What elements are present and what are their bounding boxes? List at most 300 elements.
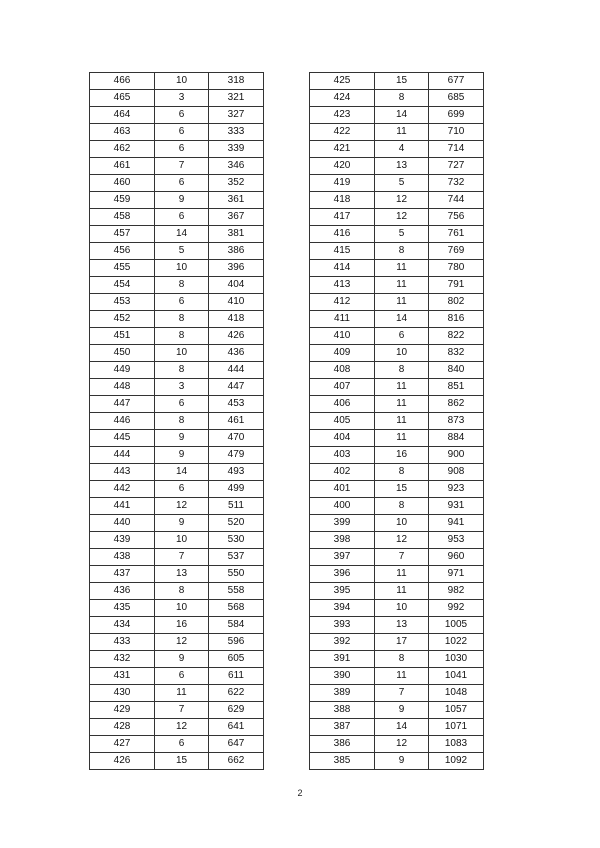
score-cell: 435 [90,600,155,617]
cumulative-cell: 761 [429,226,484,243]
table-row [90,158,264,175]
count-cell: 12 [155,498,209,515]
score-cell: 433 [90,634,155,651]
cumulative-cell: 410 [209,294,264,311]
score-cell: 409 [310,345,375,362]
score-cell: 453 [90,294,155,311]
count-cell: 6 [155,124,209,141]
table-row [310,141,484,158]
score-cell: 395 [310,583,375,600]
count-cell: 9 [155,447,209,464]
count-cell: 11 [375,396,429,413]
count-cell: 8 [375,362,429,379]
table-row [90,277,264,294]
score-cell: 410 [310,328,375,345]
count-cell: 4 [375,141,429,158]
score-cell: 463 [90,124,155,141]
table-row [90,379,264,396]
cumulative-cell: 727 [429,158,484,175]
count-cell: 11 [375,260,429,277]
score-cell: 429 [90,702,155,719]
table-row [310,515,484,532]
score-cell: 386 [310,736,375,753]
table-row [90,107,264,124]
table-row [310,549,484,566]
score-cell: 450 [90,345,155,362]
cumulative-cell: 732 [429,175,484,192]
cumulative-cell: 499 [209,481,264,498]
table-row [310,430,484,447]
score-cell: 461 [90,158,155,175]
table-row [310,379,484,396]
count-cell: 10 [155,73,209,90]
count-cell: 8 [375,243,429,260]
score-cell: 442 [90,481,155,498]
cumulative-cell: 629 [209,702,264,719]
cumulative-cell: 802 [429,294,484,311]
cumulative-cell: 386 [209,243,264,260]
table-row [310,668,484,685]
table-row [310,90,484,107]
count-cell: 5 [375,175,429,192]
score-cell: 415 [310,243,375,260]
count-cell: 8 [155,413,209,430]
cumulative-cell: 923 [429,481,484,498]
count-cell: 6 [155,736,209,753]
score-cell: 385 [310,753,375,770]
table-row [90,753,264,770]
score-cell: 437 [90,566,155,583]
table-row [310,158,484,175]
table-row [310,124,484,141]
cumulative-cell: 662 [209,753,264,770]
score-cell: 412 [310,294,375,311]
count-cell: 14 [375,719,429,736]
count-cell: 6 [155,209,209,226]
cumulative-cell: 327 [209,107,264,124]
cumulative-cell: 992 [429,600,484,617]
table-row [90,464,264,481]
cumulative-cell: 611 [209,668,264,685]
score-cell: 436 [90,583,155,600]
cumulative-cell: 685 [429,90,484,107]
score-cell: 426 [90,753,155,770]
score-cell: 417 [310,209,375,226]
count-cell: 5 [155,243,209,260]
count-cell: 13 [375,158,429,175]
cumulative-cell: 444 [209,362,264,379]
score-cell: 401 [310,481,375,498]
table-row [90,362,264,379]
table-row [310,107,484,124]
count-cell: 9 [375,753,429,770]
table-row [90,226,264,243]
score-cell: 465 [90,90,155,107]
cumulative-cell: 1030 [429,651,484,668]
table-row [310,617,484,634]
table-row [90,430,264,447]
count-cell: 8 [155,328,209,345]
score-cell: 428 [90,719,155,736]
score-cell: 420 [310,158,375,175]
score-cell: 460 [90,175,155,192]
cumulative-cell: 1048 [429,685,484,702]
cumulative-cell: 832 [429,345,484,362]
cumulative-cell: 418 [209,311,264,328]
count-cell: 8 [375,90,429,107]
cumulative-cell: 710 [429,124,484,141]
score-cell: 457 [90,226,155,243]
table-row [310,634,484,651]
score-cell: 419 [310,175,375,192]
score-cell: 396 [310,566,375,583]
count-cell: 6 [155,141,209,158]
table-row [90,413,264,430]
count-cell: 3 [155,90,209,107]
count-cell: 14 [155,464,209,481]
count-cell: 12 [375,209,429,226]
score-cell: 446 [90,413,155,430]
count-cell: 7 [155,702,209,719]
cumulative-cell: 1071 [429,719,484,736]
table-row [90,566,264,583]
score-cell: 425 [310,73,375,90]
count-cell: 7 [155,549,209,566]
count-cell: 6 [155,107,209,124]
table-row [90,515,264,532]
table-row [90,634,264,651]
cumulative-cell: 699 [429,107,484,124]
table-row [90,73,264,90]
count-cell: 10 [375,515,429,532]
score-cell: 464 [90,107,155,124]
cumulative-cell: 647 [209,736,264,753]
count-cell: 13 [155,566,209,583]
count-cell: 8 [155,583,209,600]
cumulative-cell: 321 [209,90,264,107]
table-row [90,260,264,277]
cumulative-cell: 714 [429,141,484,158]
score-cell: 387 [310,719,375,736]
score-cell: 452 [90,311,155,328]
score-cell: 459 [90,192,155,209]
table-row [310,328,484,345]
table-row [90,617,264,634]
cumulative-cell: 568 [209,600,264,617]
count-cell: 16 [155,617,209,634]
cumulative-cell: 900 [429,447,484,464]
table-row [310,685,484,702]
score-cell: 434 [90,617,155,634]
table-row [90,141,264,158]
cumulative-cell: 479 [209,447,264,464]
count-cell: 9 [155,515,209,532]
count-cell: 8 [155,311,209,328]
cumulative-cell: 493 [209,464,264,481]
score-cell: 391 [310,651,375,668]
table-row [90,532,264,549]
score-cell: 407 [310,379,375,396]
page-number: 2 [297,788,303,798]
score-cell: 424 [310,90,375,107]
cumulative-cell: 941 [429,515,484,532]
cumulative-cell: 953 [429,532,484,549]
score-cell: 422 [310,124,375,141]
score-cell: 455 [90,260,155,277]
table-row [310,464,484,481]
count-cell: 14 [375,107,429,124]
count-cell: 11 [155,685,209,702]
count-cell: 12 [155,634,209,651]
count-cell: 11 [375,294,429,311]
table-row [310,600,484,617]
cumulative-cell: 780 [429,260,484,277]
cumulative-cell: 470 [209,430,264,447]
count-cell: 7 [375,685,429,702]
table-row [90,311,264,328]
table-row [310,583,484,600]
cumulative-cell: 756 [429,209,484,226]
cumulative-cell: 605 [209,651,264,668]
cumulative-cell: 862 [429,396,484,413]
count-cell: 8 [375,651,429,668]
cumulative-cell: 558 [209,583,264,600]
count-cell: 8 [375,498,429,515]
cumulative-cell: 884 [429,430,484,447]
cumulative-cell: 596 [209,634,264,651]
count-cell: 12 [375,532,429,549]
cumulative-cell: 908 [429,464,484,481]
table-row [310,311,484,328]
cumulative-cell: 550 [209,566,264,583]
table-row [310,209,484,226]
table-row [310,260,484,277]
table-row [310,753,484,770]
count-cell: 17 [375,634,429,651]
cumulative-cell: 622 [209,685,264,702]
score-cell: 402 [310,464,375,481]
score-cell: 439 [90,532,155,549]
cumulative-cell: 769 [429,243,484,260]
score-cell: 423 [310,107,375,124]
cumulative-cell: 931 [429,498,484,515]
table-row [90,209,264,226]
table-row [90,583,264,600]
table-row [310,736,484,753]
score-table-left-body [90,73,264,770]
score-cell: 405 [310,413,375,430]
score-cell: 445 [90,430,155,447]
cumulative-cell: 453 [209,396,264,413]
score-cell: 451 [90,328,155,345]
count-cell: 15 [375,481,429,498]
table-row [310,413,484,430]
cumulative-cell: 982 [429,583,484,600]
table-row [310,277,484,294]
score-cell: 392 [310,634,375,651]
score-cell: 456 [90,243,155,260]
table-row [90,549,264,566]
cumulative-cell: 436 [209,345,264,362]
score-cell: 390 [310,668,375,685]
count-cell: 11 [375,668,429,685]
count-cell: 13 [375,617,429,634]
count-cell: 16 [375,447,429,464]
cumulative-cell: 960 [429,549,484,566]
score-cell: 449 [90,362,155,379]
score-cell: 413 [310,277,375,294]
count-cell: 11 [375,413,429,430]
table-row [310,396,484,413]
table-row [90,600,264,617]
table-row [90,243,264,260]
cumulative-cell: 404 [209,277,264,294]
cumulative-cell: 346 [209,158,264,175]
cumulative-cell: 584 [209,617,264,634]
count-cell: 6 [155,175,209,192]
count-cell: 7 [155,158,209,175]
table-row [90,685,264,702]
count-cell: 9 [155,192,209,209]
count-cell: 11 [375,379,429,396]
score-cell: 406 [310,396,375,413]
cumulative-cell: 816 [429,311,484,328]
cumulative-cell: 447 [209,379,264,396]
count-cell: 12 [375,192,429,209]
score-cell: 443 [90,464,155,481]
table-row [310,175,484,192]
score-cell: 431 [90,668,155,685]
count-cell: 8 [375,464,429,481]
score-cell: 448 [90,379,155,396]
table-row [90,447,264,464]
table-row [310,73,484,90]
count-cell: 6 [155,396,209,413]
table-row [90,396,264,413]
table-row [90,668,264,685]
score-cell: 418 [310,192,375,209]
score-cell: 458 [90,209,155,226]
cumulative-cell: 1041 [429,668,484,685]
table-row [90,719,264,736]
table-row [310,498,484,515]
count-cell: 6 [155,668,209,685]
count-cell: 6 [155,294,209,311]
count-cell: 6 [155,481,209,498]
count-cell: 11 [375,566,429,583]
cumulative-cell: 367 [209,209,264,226]
score-cell: 394 [310,600,375,617]
count-cell: 7 [375,549,429,566]
cumulative-cell: 461 [209,413,264,430]
cumulative-cell: 744 [429,192,484,209]
cumulative-cell: 791 [429,277,484,294]
score-cell: 441 [90,498,155,515]
score-cell: 462 [90,141,155,158]
cumulative-cell: 318 [209,73,264,90]
score-cell: 388 [310,702,375,719]
table-row [90,192,264,209]
cumulative-cell: 511 [209,498,264,515]
score-cell: 399 [310,515,375,532]
cumulative-cell: 1005 [429,617,484,634]
table-row [90,481,264,498]
cumulative-cell: 381 [209,226,264,243]
score-cell: 404 [310,430,375,447]
score-cell: 393 [310,617,375,634]
count-cell: 10 [155,260,209,277]
cumulative-cell: 530 [209,532,264,549]
cumulative-cell: 677 [429,73,484,90]
cumulative-cell: 352 [209,175,264,192]
count-cell: 11 [375,277,429,294]
cumulative-cell: 396 [209,260,264,277]
cumulative-cell: 822 [429,328,484,345]
table-row [310,192,484,209]
score-cell: 447 [90,396,155,413]
score-cell: 397 [310,549,375,566]
count-cell: 10 [375,600,429,617]
count-cell: 6 [375,328,429,345]
count-cell: 15 [375,73,429,90]
score-table-right [309,72,484,770]
table-row [310,651,484,668]
score-cell: 400 [310,498,375,515]
score-cell: 427 [90,736,155,753]
cumulative-cell: 1022 [429,634,484,651]
score-table-right-body [310,73,484,770]
score-cell: 430 [90,685,155,702]
count-cell: 12 [375,736,429,753]
count-cell: 8 [155,277,209,294]
count-cell: 10 [155,345,209,362]
count-cell: 11 [375,583,429,600]
cumulative-cell: 333 [209,124,264,141]
count-cell: 14 [375,311,429,328]
table-row [310,294,484,311]
cumulative-cell: 1057 [429,702,484,719]
table-row [90,294,264,311]
count-cell: 14 [155,226,209,243]
table-row [310,226,484,243]
score-cell: 440 [90,515,155,532]
score-cell: 389 [310,685,375,702]
table-row [310,243,484,260]
cumulative-cell: 840 [429,362,484,379]
table-row [90,124,264,141]
table-row [90,328,264,345]
count-cell: 9 [155,430,209,447]
cumulative-cell: 361 [209,192,264,209]
table-row [90,702,264,719]
cumulative-cell: 339 [209,141,264,158]
count-cell: 10 [155,600,209,617]
score-cell: 398 [310,532,375,549]
table-row [310,719,484,736]
table-row [90,498,264,515]
score-cell: 414 [310,260,375,277]
table-row [310,702,484,719]
cumulative-cell: 426 [209,328,264,345]
count-cell: 9 [375,702,429,719]
score-cell: 444 [90,447,155,464]
table-row [90,736,264,753]
count-cell: 3 [155,379,209,396]
cumulative-cell: 641 [209,719,264,736]
cumulative-cell: 873 [429,413,484,430]
cumulative-cell: 1083 [429,736,484,753]
cumulative-cell: 1092 [429,753,484,770]
